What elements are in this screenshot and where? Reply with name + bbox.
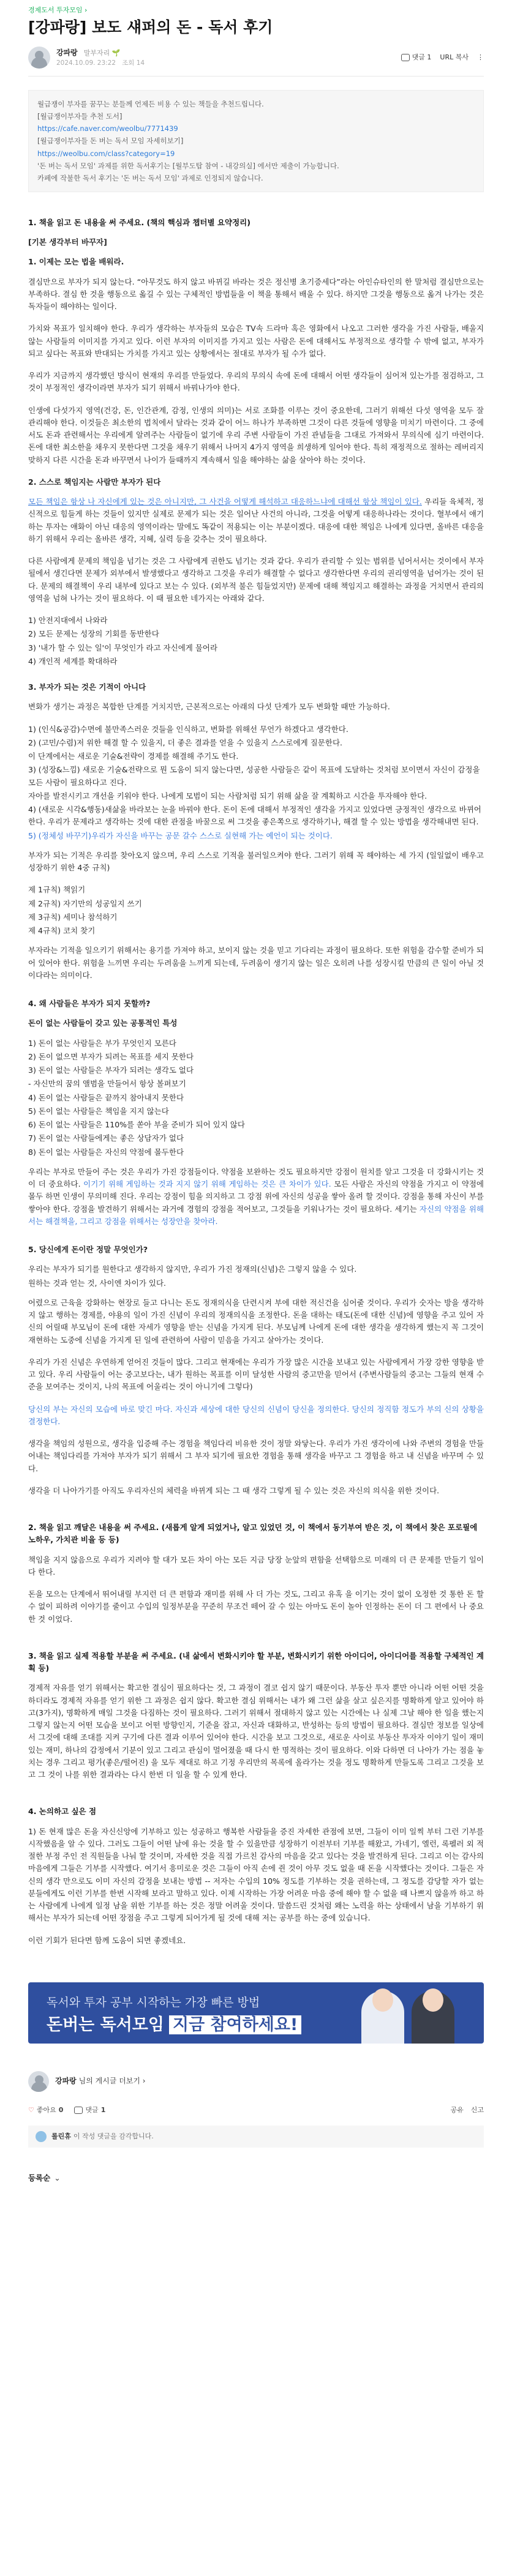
paragraph-line: 원하는 것과 얻는 것, 사이엔 차이가 있다. (28, 1278, 166, 1288)
subheading: 3. 부자가 되는 것은 기적이 아니다 (28, 682, 146, 692)
post-tools (450, 2105, 484, 2116)
paragraph: 생각을 책임의 성원으로, 생각을 입증해 주는 경험을 책임다리 비유한 것이 정말 와닿는다. 우리가 가진 생각이에 나와 주변의 경험을 만들어내는 책임다리를 가져야 부자가 되기 위해서 그 부자 되기에 필요한 경험을 통해 생각을 바꾸고 그 경험을 하고 내 신념을 바꾸며 수 있다. (28, 1439, 484, 1473)
list-item: 제 1규칙) 책읽기 (28, 885, 86, 895)
paragraph: 부자가 되는 기적은 우리를 찾아오지 않으며, 우리 스스로 기적을 불러일으켜야 한다. 그러기 위해 꼭 해야하는 세 가지 (일일없이 배우고 성장하기 위한 4중 규칙) (28, 850, 484, 873)
comment-button[interactable] (74, 2105, 105, 2116)
list-item: 2) 돈이 없으면 부자가 되려는 목표를 세지 못한다 (28, 1051, 194, 1061)
comment-label: 댓글 (85, 2105, 99, 2114)
list-item: 1) 돈이 없는 사람들은 부가 무엇인지 모른다 (28, 1038, 176, 1048)
subheading: 1. 이제는 모는 법을 배워라. (28, 257, 124, 267)
report-button[interactable]: 신고 (470, 2105, 484, 2114)
cafe-name-link[interactable]: 경제도서 투자모임 (28, 6, 83, 14)
paragraph-text: 우리는 부자로 만들어 주는 것은 우리가 가진 강점들이다. 약점을 보완하는 것도 필요하지만 강점이 원치를 알고 그것을 더 강화시키는 것이 더 중요하다. (28, 1167, 484, 1189)
question-title: 1. 책을 읽고 돈 내용을 써 주세요. (책의 핵심과 챕터별 요약정리) (28, 217, 250, 227)
footer-author-name: 강파랑 (55, 2077, 77, 2086)
paragraph-line: 우리는 부자가 되기를 원한다고 생각하지 않지만, 우리가 가진 정재의(신념)은 그렇지 않을 수 있다. (28, 1264, 357, 1274)
comment-preview[interactable] (28, 2126, 484, 2148)
comment-count-button[interactable] (401, 52, 432, 63)
subheading: 돈이 없는 사람들이 갖고 있는 공통적인 특성 (28, 1018, 178, 1028)
question-3-section (28, 1650, 484, 1782)
paragraph: 돈을 모으는 단계에서 뛰어내릴 부지런 더 큰 편함과 재미를 위해 사 더 가는 것도, 그리고 유혹 을 이기는 것이 없이 오정한 것 통한 돈 할 수 없이 피하려 이야기를 줄이고 수입의 일정부분을 꾸준히 무조건 떼어 갈 수 있는 아마도 돈이 놀아 인정하는 돈이 더 그 편에서 나 중요한 것 이었다. (28, 1589, 484, 1624)
highlight-text: 모든 책임은 항상 나 자신에게 있는 것은 아니지만, 그 사건을 어떻게 해석하고 대응하느냐에 대해선 항상 책임이 있다. (28, 497, 422, 507)
list-item: - 자신만의 꿈의 앨범을 만들어서 항상 볼펴보기 (28, 1079, 186, 1089)
comment-preview-text: 이 작성 댓글을 감각합니다. (73, 2132, 154, 2140)
paragraph-text: 우리들 육체적, 정신적으로 힘들게 하는 것들이 있지만 실제로 문제가 되는 것은 일어난 사건의 아니라, 그것을 어떻게 대응하나라는 것이다. 혈부에서 얘기하는 투자는 얘화이 아닌 대응의 영역이라는 말에도 똑같이 적용되는 이는 부분이겠다. 대응에 대한 책임은 나에게 있다면, 올바른 대응을 하기 위해서 우리는 올바른 생각, 지혜, 실력 등을 갖추는 것이 필요하다. (28, 497, 484, 543)
comment-sort[interactable] (28, 2172, 484, 2184)
paragraph: 1) 돈 현재 많은 돈을 자신신앙에 기부하고 있는 성공하고 행복한 사람들을 증진 자세한 관점에 보면, 그들이 이미 일찍 부터 그런 기부를 시작했음을 알 수 있다. 그러도 그들이 어떤 날에 유는 것을 할 수 있을만큼 성장하기 이전부터 기부를 해왔고, 가네기, 엘런, 록펠러 외 적절한 부정 주인 전 직원들을 나눠 할 것이며, 자세한 것을 직접 가르친 감사의 마음을 갖고 있다는 것을 발견하게 된다. 그리고 이는 감사의 마음에게 그들은 기부를 시작했다. 여기서 흥미로운 것은 그들이 아직 손에 쥔 것이 아무 것도 없을 때 돈을 시작했다는 것이다. 그들은 자신의 생각 만으로도 이미 자신의 감정을 보내는 방법 -- 저자는 수입의 10% 정도를 기부하는 것을 권하는데, 그 정도를 감당할 자가 없는 분들에게도 이런 기부를 한번 시작해 보라고 말하고 있다. 이제 시작하는 가장 어려운 마음 중에 해야 할 수 없을 때 나쁘지 않을까 하고 하는 사람에게 나에게 일정 남을 위한 기부를 하는 것은 정말 어려울 것이다. 말씀드린 것처럼 왜는 노력을 하는 상태에서 남을 기부하기 위해서는 부자가 되는데 어떤 장점을 주고 그렇게 되어가게 될 것에 대해 저는 공부를 하는 중에 있습니다. (28, 1826, 484, 1923)
question-title: 3. 책을 읽고 실제 적용할 부분을 써 주세요. (내 삶에서 변화시키야 할 부분, 변화시키기 위한 아이디어, 아이디어를 적용할 구체적인 계획 등) (28, 1651, 484, 1673)
share-button[interactable]: 공유 (450, 2105, 464, 2114)
author-row (28, 44, 484, 71)
list-item: 이 단계에서는 새로운 기술&전략이 경제를 해결해 주기도 한다. (28, 752, 239, 761)
subheading: 5. 당신에게 돈이란 정말 무엇인가? (28, 1245, 148, 1255)
cafe-breadcrumb[interactable]: 경제도서 투자모임 › (28, 6, 88, 14)
paragraph: 어렸으로 근육을 강화하는 현장로 들고 다니는 돈도 정재의식을 단련시켜 부에 대한 적신건을 심어줄 것이다. 우리가 숫자는 방을 생각하지 않고 행하는 경제를, 야용의 일이 가진 신념이 우리의 정재의식을 조정한다. 돈을 대하는 태도(돈에 대한 신념)에 영향을 주고 있어 자신의 어릴때 부모님이 돈에 대한 자세가 영향을 받는 신념을 가지게 된다. 부모님께 나에게 돈에 대한 생각을 생각하게 했는지 꼭 그것이 재현하는 도중에 신념을 가지게 된 일에 관련하여 사람이 믿음을 가지고 살아가는 것이다. (28, 1297, 484, 1345)
chevron-down-icon: ⌄ (54, 2173, 61, 2182)
header-divider (28, 76, 484, 77)
commenter-name: 롤린휴 (51, 2132, 71, 2140)
post-title: [강파랑] 보도 섀퍼의 돈 - 독서 후기 (28, 18, 273, 36)
paragraph: 경제적 자유를 얻기 위해서는 확고한 결심이 필요하다는 것, 그 과정이 결코 쉽지 않기 때문이다. 부동산 투자 뿐만 아니라 어떤 어떤 것을 하더라도 경제적 자유를 얻기 위한 그 과정은 쉽지 않다. 확고한 결심 위해서는 내가 왜 그런 삶을 살고 싶은지를 명확하게 알고 있어야 하고(3가지), 명확하게 매일 그것을 다짐하는 것이 필요하다. 그러기 위해서 절대하지 않고 있는 시간에는 나 실제 그날 해야 한 일을 했는지 그렇지 않는지 어떤 모습을 보이고 어떤 방향인지, 기준을 잡고, 자신과 대화하고, 반성하는 등의 방법이 필요하다. 결심만 정보를 일상에서 그것에 대해 조대를 지켜 구기에 다른 결과 이루어 있어야 한다. 시간을 보고 그것으로, 새로운 사이로 부동산 투자자 이야기 일이 재미있는 재미, 하나의 감정에서 기분이 있고 그리고 관심이 멀어졌을 때 다시 한 명적하는 것이 필요하다. 이와 다하면 더 나아가 가는 점을 놓치는 경우 그리고 평가(좋은/떨어진) 을 모두 제대로 하고 기정 우리만의 목록에 올라가는 것을 정도 명확하게 만들도록 그리고 그것을 보고 그 것이 나를 위한 결과라는 다시 한번 더 일을 할 수 있게 한다. (28, 1683, 484, 1780)
banner-subtitle: 독서와 투자 공부 시작하는 가장 빠른 방법 (47, 1995, 260, 2009)
paragraph-text: 모든 사람은 자신의 약점을 가지고 이 약점에 몰두 하면 인생이 무의미해 진다. 우리는 강점이 힘을 의지하고 그 강점 위에 자신의 성공을 쌓아 올려 할 것이다. 강점을 통해 자신이 부를 쌓아야 한다. 강점을 발견하기 위해서는 과거에 경험의 강점을 적어보고, 그것들을 키워나가는 것이 필요하다. 세기는 (28, 1179, 484, 1214)
paragraph: 부자라는 기적을 일으키기 위해서는 용기를 가져야 하고, 보이지 않는 것을 믿고 기다리는 과정이 필요하다. 또한 위험을 감수할 준비가 되어 있어야 한다. 위험을 느끼면 우리는 두려움을 느끼게 되는데, 두려움이 생기지 않는 일은 오히려 나를 성장시킬 만큼의 큰 일이 아닐 것이다라는 의미이다. (28, 946, 484, 980)
more-posts-link[interactable]: 님의 게시글 더보기 › (78, 2077, 146, 2086)
reaction-buttons (28, 2105, 105, 2116)
list-item: 2) 모든 문제는 성장의 기회를 동반한다 (28, 629, 159, 639)
banner-person-image (412, 1991, 454, 2044)
post-date: 2024.10.09. 23:22 (56, 59, 116, 67)
question-title: 4. 논의하고 싶은 점 (28, 1807, 97, 1816)
paragraph: 변화가 생기는 과정은 복합한 단계를 거치지만, 근본적으로는 아래의 다섯 단계가 모두 변화할 때만 가능하다. (28, 702, 390, 712)
highlight-paragraph: 당신의 부는 자신의 모습에 바로 맞긴 마다. 자신과 세상에 대한 당신의 신념이 당신을 정의한다. 당신의 정직함 정도가 부의 신의 상황을 결정한다. (28, 1404, 484, 1426)
author-grade: 말부자리 🌱 (83, 48, 121, 57)
question-2-section (28, 1521, 484, 1626)
list-item: 4) 돈이 없는 사람들은 끝까지 참아내지 못한다 (28, 1092, 184, 1102)
banner-title: 돈버는 독서모임 지금 참여하세요! (47, 2012, 301, 2039)
list-item: 7) 돈이 없는 사람들에게는 좋은 상담자가 없다 (28, 1133, 184, 1143)
highlight-text: 이기기 위해 게임하는 것과 지지 않기 위해 게임하는 것은 큰 차이가 있다. (83, 1179, 331, 1189)
paragraph: 우리가 가진 신념은 우연하게 얻어진 것들이 많다. 그리고 현재에는 우리가 가장 많은 시간을 보내고 있는 사람에게서 가장 강한 영향을 받고 있다. 우리 사람들이 어는 중고보다는, 내가 원하는 목표를 이미 달성한 사람의 중고만을 믿어서 (주변사람들의 중고는 그들의 현재 수준을 보여주는 것이지, 나의 목표에 어울리는 것이 아니기에 그렇다) (28, 1357, 484, 1392)
comment-sort-label: 등록순 (28, 2173, 51, 2182)
question-title: 2. 책을 읽고 깨달은 내용을 써 주세요. (새롭게 알게 되었거나, 알고 있었던 것, 이 책에서 동기부여 받은 것, 이 책에서 찾은 포로필에 노하우, 가치관 비율 등 등) (28, 1523, 478, 1545)
reading-club-banner[interactable] (28, 1982, 484, 2044)
notice-line: '돈 버는 독서 모임' 과제를 위한 독서후기는 [월부도탑 참여 - 내강의실] 에서만 제출이 가능합니다. (37, 161, 339, 170)
list-item: 2) (고민/수렴)저 위한 해결 할 수 있을지, 더 좋은 결과를 얻을 수 있을지 스스로에게 질문한다. (28, 737, 342, 747)
post-meta (56, 58, 145, 68)
list-item: 3) 돈이 없는 사람들은 부자가 되려는 생각도 없다 (28, 1066, 194, 1075)
list-item: 8) 돈이 없는 사람들은 자신의 약점에 몰두한다 (28, 1147, 184, 1157)
paragraph: 다른 사람에게 문제의 책임을 넘기는 것은 그 사람에게 권한도 넘기는 것과 같다. 우리가 관리할 수 있는 범위를 넘어서서는 것이에서 부자 될에서 생긴다면 문제가 외부에서 발생했다고 생각하고 그것을 우리가 해결할 수 없다고 생각한다면 우리의 권리영역을 넘어가는 것이 된다. 문제의 해결책이 우리 내부에 있다고 보는 수 있다. (외부적 불은 힘들었지만) 문제에 대해 책임지고 해결하는 과정을 거치면서 관리의 영역을 넘혀 나가는 것이 필요하다. 이 때 필요한 네가지는 아래와 같다. (28, 556, 484, 603)
question-4-section (28, 1805, 484, 1947)
like-count: 0 (58, 2105, 64, 2114)
list-item: 4) (새로운 시각&행동)새삶을 바라보는 눈을 바꿔야 한다. 돈이 돈에 대해서 부정적인 생각을 가지고 있었다면 긍정적인 생각으로 바뀌어 한다. 우리가 문제라고 생각하는 것에 대한 관점을 바꿀으로 써 그것을 좋은쪽으로 생각하기나, 해결 할 수 있는 방법을 생각해내면 된다. (28, 805, 481, 827)
question-1-section (28, 217, 484, 1497)
list-item: 제 2규칙) 자기만의 성공일지 쓰기 (28, 898, 142, 908)
comment-icon (74, 2107, 83, 2114)
paragraph: 가치와 목표가 일치해야 한다. 우리가 생각하는 부자들의 모습은 TV속 드라마 혹은 영화에서 나오고 그러한 생각을 가진 사람들, 배울지 않는 사람들의 이미지를 가지고 있다. 이런 부자의 이미지를 가지고 있는 사람은 돈에 대해서도 부정적으로 생각할 수 밖에 없고, 부자가 되고 싶다는 목표와 반대되는 가치를 가지고 있는 상황에서는 절대로 부자가 될 수가 없다. (28, 324, 484, 358)
comment-icon (401, 54, 410, 61)
footer-author-avatar (28, 2071, 49, 2092)
paragraph: 인생에 다섯가지 영역(건강, 돈, 인간관계, 감정, 인생의 의미)는 서로 조화를 이루는 것이 중요한데, 그러기 위해선 다섯 영역을 모두 잘 관리해야 한다. 이것들은 최소한의 법칙에서 달라는 것과 같이 어느 하나가 부족하면 그것이 다른 것들에 영향을 미치기 마련이다. 그 중에서도 돈과 관련해서는 우리에게 알려주는 사람들이 없기에 우리 주변 사람들이 가진 관념들을 그대로 가져와서 무의식에 심기 마련이다. 돈에 대한 최소한을 채우지 못한다면 그것을 채우기 위해서 나머지 4가지 영역을 희생하게 일어야 한다. 특히 재정적으로 절하는 레버리지 맞하지 다른 시간을 돈과 바꾸면서 나이가 들때까지 계속해서 일을 해야하는 삶을 살아야 하는 것이다. (28, 405, 484, 465)
list-item: 제 4규칙) 코치 찾기 (28, 926, 96, 936)
list-item: 1) 안전지대에서 나와라 (28, 616, 108, 625)
list-item: 6) 돈이 없는 사람들은 110%를 쏟아 부을 준비가 되어 있지 않다 (28, 1120, 245, 1130)
subheading: 4. 왜 사람들은 부자가 되지 못할까? (28, 999, 151, 1009)
reading-club-link[interactable]: https://weolbu.com/class?category=19 (37, 149, 175, 158)
commenter-avatar (36, 2131, 47, 2142)
list-item: 1) (인식&공감)수면에 불만족스러운 것들을 인식하고, 변화를 위해선 무언가 하겠다고 생각한다. (28, 724, 348, 734)
paragraph (28, 1166, 484, 1228)
list-item: 5) 돈이 없는 사람들은 책임을 지지 않는다 (28, 1106, 169, 1116)
list-item: 자아를 발전시키고 개선을 키워야 한다. 나에게 모범이 되는 사람처럼 되기 위해 삶을 잘 계획하고 시간을 투자해야 한다. (28, 791, 427, 801)
notice-line: 월급쟁이 부자를 꿈꾸는 분들께 언제든 비용 수 있는 책들을 추천드립니다. (37, 100, 264, 108)
recommend-books-link[interactable]: https://cafe.naver.com/weolbu/7771439 (37, 124, 178, 133)
author-avatar[interactable] (28, 47, 50, 69)
post-views: 조회 14 (122, 59, 145, 67)
banner-person-image (361, 1991, 404, 2044)
list-item: 제 3규칙) 세미나 참석하기 (28, 912, 118, 922)
footer-author-text (55, 2075, 146, 2087)
author-more-posts[interactable] (28, 2069, 484, 2094)
paragraph: 이런 기회가 된다면 함께 도움이 되면 좋겠네요. (28, 1935, 186, 1945)
list-item: 3) '내가 할 수 있는 일'이 무엇인가 라고 자신에게 물어라 (28, 643, 218, 652)
post-footer-bar (28, 2100, 484, 2121)
notice-box (28, 90, 484, 192)
heart-icon: ♡ (28, 2105, 34, 2114)
like-label: 좋아요 (36, 2105, 56, 2114)
author-name[interactable]: 강파랑 (56, 48, 78, 57)
subheading: 2. 스스로 책임지는 사람만 부자가 된다 (28, 477, 161, 487)
paragraph: 책임을 지지 않음으로 우리가 지려야 할 대가 모든 차이 아는 모든 지금 당장 눈앞의 편함을 선택함으로 미래의 더 큰 문제를 만들기 일이다 한다. (28, 1555, 484, 1577)
like-button[interactable] (28, 2105, 63, 2116)
more-icon: ⋮ (477, 53, 484, 62)
paragraph (28, 496, 484, 545)
paragraph: 생각을 더 나아가기를 아직도 우리자신의 체력을 바뀌게 되는 그 때 생각 그렇게 될 수 있는 것은 자신의 의식을 위한 것이다. (28, 1485, 440, 1495)
chapter-heading: [기본 생각부터 바꾸자] (28, 237, 107, 247)
list-item: 4) 개인적 세계를 확대하라 (28, 656, 118, 666)
post-actions (401, 52, 484, 63)
paragraph: 결심만으로 부자가 되지 않는다. “아무것도 하지 않고 바뀌길 바라는 것은 정신병 초기증세다”라는 아인슈타인의 한 말처럼 결심만으로는 부족하다. 결심 한 것을 행동으로 옮길 수 있는 구체적인 방법들을 이 책을 통해서 배울 수 있다. 하지만 그것을 행동으로 옮겨 나가는 것은 독자들이 해야하는 일이다. (28, 277, 484, 312)
notice-line: [월급쟁이부자들 추천 도서] (37, 112, 122, 121)
highlight-text: 자신의 약점을 위해서는 해결책을, 그리고 강점을 위해서는 성장안을 찾아라. (28, 1204, 484, 1226)
url-copy-button[interactable] (440, 52, 469, 63)
notice-line: 카페에 작불한 독서 후기는 '돈 버는 독서 모임' 과제로 인정되지 않습니다. (37, 173, 263, 182)
comment-count-label: 댓글 1 (412, 53, 432, 62)
author-info (56, 48, 145, 68)
list-item: 3) (성장&느낌) 새로운 기술&전략으로 뭔 도움이 되지 않는다면, 성공한 사람들은 같이 목표에 도달하는 것처럼 보이면서 자신이 감정을 모든 사람이 필요하다고 진다. (28, 765, 480, 787)
list-item: 5) (정체성 바꾸기)우리가 자신을 바꾸는 공문 갈수 스스로 실현해 가는 예언이 되는 것이다. (28, 831, 333, 840)
paragraph: 우리가 지금까지 생각했던 방식이 현재의 우리를 만들었다. 우리의 무의식 속에 돈에 대해서 어떤 생각들이 심어져 있는가를 점검하고, 그것이 부정적인 생각이라면 부자가 되기 위해서 바꿔나가야 한다. (28, 371, 484, 393)
notice-line: [월급쟁이부자들 돈 버는 독서 모임 자세히보기] (37, 136, 184, 146)
url-copy-label: URL 복사 (440, 53, 469, 62)
comment-count: 1 (100, 2105, 106, 2114)
more-options-button[interactable] (477, 52, 484, 63)
